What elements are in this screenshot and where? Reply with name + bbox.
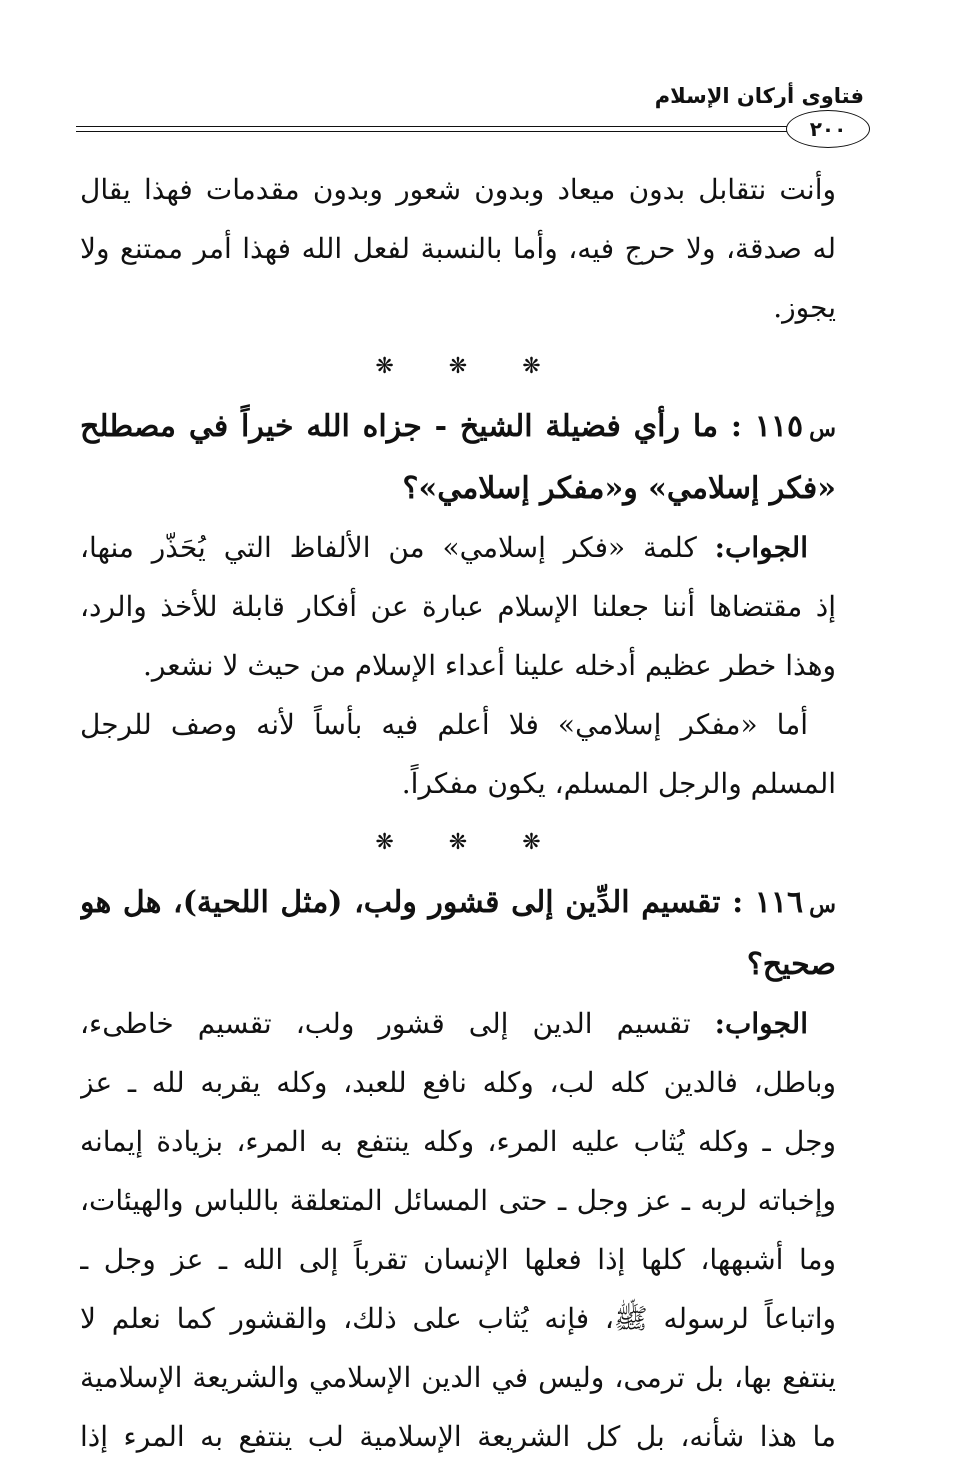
question-mark-glyph: س [809,416,836,442]
page-number: ٢٠٠ [809,117,847,141]
question-115-line [80,397,836,459]
answer-115-line: المسلم والرجل المسلم، يكون مفكراً. [401,767,836,800]
answer-116-text: تقسيم الدين إلى قشور ولب، تقسيم خاطىء، [80,1007,691,1040]
question-116-text: ١١٦ : تقسيم الدِّين إلى قشور ولب، (مثل اللحية)، هل هو [80,885,804,920]
page-header [0,0,962,160]
answer-115-text: كلمة «فكر إسلامي» من الألفاظ التي يُحَذّر منها، [80,531,697,564]
answer-116-line: وباطل، فالدين كله لب، وكله نافع للعبد، وكله يقربه لله ـ عز [80,1066,836,1099]
intro-line: له صدقة، ولا حرج فيه، وأما بالنسبة لفعل الله فهذا أمر ممتنع ولا [80,232,836,265]
answer-label: الجواب: [714,531,808,564]
section-separator: ❋ ❋ ❋ [375,830,565,855]
answer-115-line: إذ مقتضاها أننا جعلنا الإسلام عبارة عن أفكار قابلة للأخذ والرد، [80,590,836,623]
question-mark-glyph: س [809,892,836,918]
question-116-line [80,873,836,935]
intro-line: يجوز. [773,291,836,324]
running-title: فتاوى أركان الإسلام [654,84,864,108]
header-rule-top [76,126,788,127]
answer-116-line: ينتفع بها، بل ترمى، وليس في الدين الإسلامي والشريعة الإسلامية [80,1361,836,1394]
answer-115-line [80,695,836,754]
answer-label: الجواب: [714,1007,808,1040]
answer-115-line [80,518,836,577]
answer-116-line: واتباعاً لرسوله ﷺ، فإنه يُثاب على ذلك، والقشور كما نعلم لا [80,1302,836,1335]
question-115-line: «فكر إسلامي» و«مفكر إسلامي»؟ [402,471,836,506]
header-rule-bottom [76,131,788,132]
question-116-line: صحيح؟ [746,947,836,982]
question-115-text: ١١٥ : ما رأي فضيلة الشيخ - جزاه الله خيراً في مصطلح [80,409,804,444]
answer-116-line: وإخباته لربه ـ عز وجل ـ حتى المسائل المتعلقة باللباس والهيئات، [80,1184,836,1217]
answer-115-text: أما «مفكر إسلامي» فلا أعلم فيه بأساً لأنه وصف للرجل [80,708,808,741]
page-body [80,160,836,1466]
answer-116-line: وما أشبهها، كلها إذا فعلها الإنسان تقرباً إلى الله ـ عز وجل ـ [80,1243,836,1276]
answer-116-line [80,994,836,1053]
answer-116-line: ما هذا شأنه، بل كل الشريعة الإسلامية لب ينتفع به المرء إذا [80,1420,836,1453]
intro-line: وأنت نتقابل بدون ميعاد وبدون شعور وبدون مقدمات فهذا يقال [80,173,836,206]
page-number-oval [786,110,870,148]
answer-116-line: وجل ـ وكله يُثاب عليه المرء، وكله ينتفع به المرء، بزيادة إيمانه [80,1125,836,1158]
answer-115-line: وهذا خطر عظيم أدخله علينا أعداء الإسلام من حيث لا نشعر. [142,649,836,682]
section-separator: ❋ ❋ ❋ [375,354,565,379]
